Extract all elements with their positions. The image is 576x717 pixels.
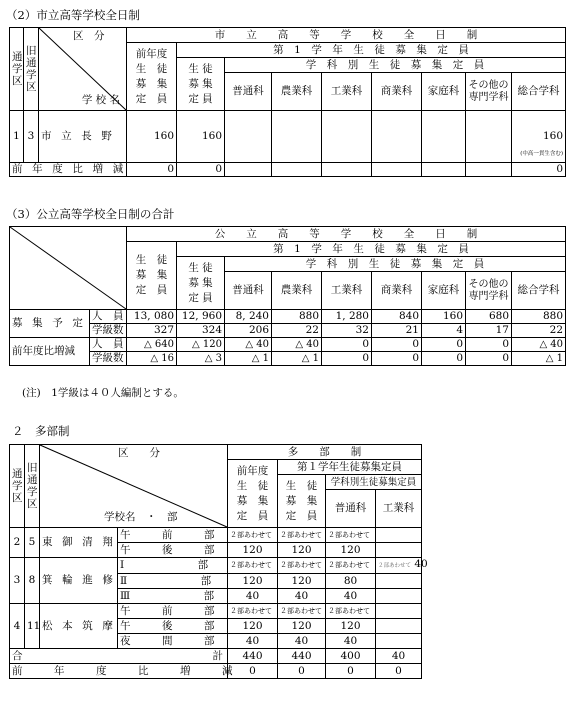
header-public-full-day: 公 立 高 等 学 校 全 日 制 <box>127 227 566 242</box>
minowa-futsu-awase: ２部あわせて <box>326 558 376 574</box>
diff-people-shogyo: 0 <box>372 338 422 352</box>
header-diagonal <box>10 227 127 310</box>
header-kyu-tsugaku: 旧 通 学 区 <box>25 445 40 528</box>
chikuma-futsu: 120 <box>326 619 376 634</box>
header-kyu-tsugaku: 旧 通 学 区 <box>24 28 39 111</box>
diff-classes-sogo: △ 1 <box>512 352 566 366</box>
plan-people-shogyo: 840 <box>372 310 422 324</box>
chikuma-tsugaku: 4 <box>10 604 25 649</box>
row-tsugaku: 1 <box>10 111 24 163</box>
header-katei: 家庭科 <box>422 73 466 111</box>
tomi-school-name: 東 御 清 翔 <box>40 528 118 558</box>
tomi-kyu: 5 <box>25 528 40 558</box>
sum-kogyo: 40 <box>376 649 422 664</box>
minowa-kyu: 8 <box>25 558 40 604</box>
header-total-quota: 生 徒 募 集 定 員 <box>278 475 326 528</box>
header-kogyo: 工業科 <box>322 73 372 111</box>
tomi-prev: 120 <box>228 543 278 558</box>
header-futsu: 普通科 <box>326 490 376 528</box>
minowa-futsu: 80 <box>326 574 376 589</box>
minowa-total: 120 <box>278 574 326 589</box>
minowa-total-3: 40 <box>278 589 326 604</box>
plan-people-prev: 13, 080 <box>127 310 177 324</box>
plan-classes-kogyo: 32 <box>322 324 372 338</box>
diff-people-total: △ 120 <box>177 338 225 352</box>
diff-prev: 0 <box>228 664 278 679</box>
tomi-prev-awase: ２部あわせて <box>228 528 278 543</box>
tomi-total: 120 <box>278 543 326 558</box>
plan-classes-label: 学級数 <box>90 324 127 338</box>
chikuma-prev-awase: ２部あわせて <box>228 604 278 619</box>
diff-classes-futsu: △ 1 <box>225 352 272 366</box>
diff-label: 前年度比増減 <box>10 338 90 366</box>
header-sogo: 総合学科 <box>512 272 566 310</box>
minowa-part-2: Ⅱ 部 <box>118 574 228 589</box>
chikuma-kyu: 11 <box>25 604 40 649</box>
header-city-full-day: 市 立 高 等 学 校 全 日 制 <box>127 28 566 43</box>
class-size-note: (注) 1学級は４０人編制とする。 <box>22 387 184 399</box>
header-kubun-diagonal: 区 分 学 校 名 <box>39 28 127 111</box>
header-grade1-quota: 第 1 学 年 生 徒 募 集 定 員 <box>177 242 566 257</box>
diff-classes-prev: △ 16 <box>127 352 177 366</box>
diff-classes-label: 学級数 <box>90 352 127 366</box>
header-total-quota: 生 徒 募 集 定 員 <box>177 58 225 111</box>
diff-people-sogo: △ 40 <box>512 338 566 352</box>
diff-people-other: 0 <box>466 338 512 352</box>
plan-people-katei: 160 <box>422 310 466 324</box>
minowa-prev-awase: ２部あわせて <box>228 558 278 574</box>
school-name: 市 立 長 野 <box>39 111 127 163</box>
minowa-tsugaku: 3 <box>10 558 25 604</box>
minowa-part-3: Ⅲ 部 <box>118 589 228 604</box>
header-by-subject: 学 科 別 生 徒 募 集 定 員 <box>225 58 566 73</box>
diff-classes-other: 0 <box>466 352 512 366</box>
header-shogyo: 商業科 <box>372 73 422 111</box>
header-other: その他の専門学科 <box>466 272 512 310</box>
header-total-quota: 生 徒 募 集 定 員 <box>177 257 225 310</box>
section-public-total-title: （3）公立高等学校全日制の合計 <box>6 207 175 221</box>
plan-people-other: 680 <box>466 310 512 324</box>
plan-classes-total: 324 <box>177 324 225 338</box>
header-other: その他の専門学科 <box>466 73 512 111</box>
header-shogyo: 商業科 <box>372 272 422 310</box>
diff-futsu: 0 <box>326 664 376 679</box>
chikuma-prev: 120 <box>228 619 278 634</box>
header-prev-year: 生 徒 募 集 定 員 <box>127 242 177 310</box>
header-nogyo: 農業科 <box>272 73 322 111</box>
plan-label: 募 集 予 定 <box>10 310 90 338</box>
diff-people-futsu: △ 40 <box>225 338 272 352</box>
minowa-kogyo-cell: ２部あわせて 40 <box>376 558 422 574</box>
tomi-futsu: 120 <box>326 543 376 558</box>
header-kubun-diagonal: 区 分 学校名 ・ 部 <box>40 445 228 528</box>
plan-classes-futsu: 206 <box>225 324 272 338</box>
tomi-part-am: 午 前 部 <box>118 528 228 543</box>
sum-prev: 440 <box>228 649 278 664</box>
header-sogo: 総合学科 <box>512 73 566 111</box>
sogo-quota: 160 (中高一貫生含む) <box>512 111 566 163</box>
plan-classes-katei: 4 <box>422 324 466 338</box>
header-kogyo: 工業科 <box>376 490 422 528</box>
plan-classes-prev: 327 <box>127 324 177 338</box>
chikuma-futsu-awase: ２部あわせて <box>326 604 376 619</box>
diff-label: 前 年 度 比 増 減 <box>10 163 127 177</box>
header-nogyo: 農業科 <box>272 272 322 310</box>
chikuma-total-night: 40 <box>278 634 326 649</box>
header-by-subject: 学 科 別 生 徒 募 集 定 員 <box>225 257 566 272</box>
diff-total: 0 <box>177 163 225 177</box>
header-tsugaku: 通 学 区 <box>10 445 25 528</box>
section-multi-part-title: ２ 多部制 <box>12 424 70 438</box>
diff-classes-total: △ 3 <box>177 352 225 366</box>
plan-classes-shogyo: 21 <box>372 324 422 338</box>
prev-quota: 160 <box>127 111 177 163</box>
diff-classes-kogyo: 0 <box>322 352 372 366</box>
public-total-table <box>9 226 566 366</box>
sum-futsu: 400 <box>326 649 376 664</box>
section-city-title: （2）市立高等学校全日制 <box>6 8 140 22</box>
minowa-prev: 120 <box>228 574 278 589</box>
plan-people-kogyo: 1, 280 <box>322 310 372 324</box>
sum-total: 440 <box>278 649 326 664</box>
header-multi-part: 多 部 制 <box>228 445 422 460</box>
diff-classes-shogyo: 0 <box>372 352 422 366</box>
minowa-futsu-3: 40 <box>326 589 376 604</box>
sum-label: 合 計 <box>10 649 228 664</box>
minowa-part-1: Ⅰ 部 <box>118 558 228 574</box>
diff-people-nogyo: △ 40 <box>272 338 322 352</box>
tomi-total-awase: ２部あわせて <box>278 528 326 543</box>
header-by-subject: 学科別生徒募集定員 <box>326 475 422 490</box>
total-quota: 160 <box>177 111 225 163</box>
header-futsu: 普通科 <box>225 73 272 111</box>
diff-classes-katei: 0 <box>422 352 466 366</box>
chikuma-part-pm: 午 後 部 <box>118 619 228 634</box>
plan-people-sogo: 880 <box>512 310 566 324</box>
plan-classes-sogo: 22 <box>512 324 566 338</box>
chikuma-prev-night: 40 <box>228 634 278 649</box>
header-grade1-quota: 第 1 学 年 生 徒 募 集 定 員 <box>177 43 566 58</box>
diff-people-prev: △ 640 <box>127 338 177 352</box>
header-tsugaku: 通 学 区 <box>10 28 24 111</box>
diff-people-katei: 0 <box>422 338 466 352</box>
plan-people-total: 12, 960 <box>177 310 225 324</box>
diff-total: 0 <box>278 664 326 679</box>
diff-people-kogyo: 0 <box>322 338 372 352</box>
chikuma-part-am: 午 前 部 <box>118 604 228 619</box>
plan-classes-other: 17 <box>466 324 512 338</box>
header-grade1-quota: 第１学年生徒募集定員 <box>278 460 422 475</box>
diff-sogo: 0 <box>512 163 566 177</box>
city-school-table <box>9 27 566 177</box>
chikuma-total: 120 <box>278 619 326 634</box>
plan-people-label: 人 員 <box>90 310 127 324</box>
diff-classes-nogyo: △ 1 <box>272 352 322 366</box>
diff-kogyo: 0 <box>376 664 422 679</box>
diff-label: 前 年 度 比 増 減 <box>10 664 228 679</box>
plan-people-futsu: 8, 240 <box>225 310 272 324</box>
chikuma-total-awase: ２部あわせて <box>278 604 326 619</box>
chikuma-futsu-night: 40 <box>326 634 376 649</box>
header-prev-year: 前年度 生 徒 募 集 定 員 <box>127 43 177 111</box>
row-kyu: 3 <box>24 111 39 163</box>
plan-people-nogyo: 880 <box>272 310 322 324</box>
header-katei: 家庭科 <box>422 272 466 310</box>
minowa-prev-3: 40 <box>228 589 278 604</box>
header-futsu: 普通科 <box>225 272 272 310</box>
minowa-school-name: 箕 輪 進 修 <box>40 558 118 604</box>
tomi-tsugaku: 2 <box>10 528 25 558</box>
multi-part-table <box>9 444 428 679</box>
diff-people-label: 人 員 <box>90 338 127 352</box>
header-kogyo: 工業科 <box>322 272 372 310</box>
tomi-part-pm: 午 後 部 <box>118 543 228 558</box>
chikuma-school-name: 松 本 筑 摩 <box>40 604 118 649</box>
plan-classes-nogyo: 22 <box>272 324 322 338</box>
chikuma-part-night: 夜 間 部 <box>118 634 228 649</box>
tomi-futsu-awase: ２部あわせて <box>326 528 376 543</box>
header-prev-year: 前年度 生 徒 募 集 定 員 <box>228 460 278 528</box>
diff-prev: 0 <box>127 163 177 177</box>
minowa-total-awase: ２部あわせて <box>278 558 326 574</box>
